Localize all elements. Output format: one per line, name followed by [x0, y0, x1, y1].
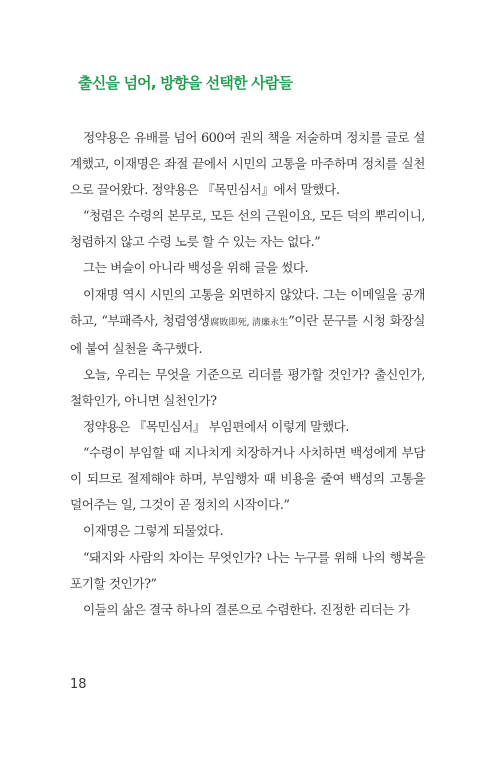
paragraph: 이들의 삶은 결국 하나의 결론으로 수렴한다. 진정한 리더는 가 — [83, 601, 410, 617]
paragraph-with-hanja: 이재명 역시 시민의 고통을 외면하지 않았다. 그는 이메일을 공개하고, “부패즉사, 청렴영생腐敗即死, 淸廉永生”이란 문구를 시청 화장실에 붙여 실천을 촉구했다. — [70, 286, 425, 356]
paragraph: 이재명은 그렇게 되물었다. — [83, 523, 224, 539]
paragraph: 그는 벼슬이 아니라 백성을 위해 글을 썼다. — [83, 260, 309, 276]
section-title: 출신을 넘어, 방향을 선택한 사람들 — [78, 74, 293, 92]
paragraph: 오늘, 우리는 무엇을 기준으로 리더를 평가할 것인가? 출신인가, 철학인가, 아니면 실천인가? — [70, 366, 425, 408]
page-number: 18 — [70, 677, 87, 692]
body-text — [70, 125, 425, 623]
paragraph-part: 이재명 역시 시민의 고통을 외면하지 않았다. 그는 이메일을 공개하고, “부패즉사, 청렴영생 — [70, 286, 425, 328]
paragraph: “수령이 부임할 때 지나치게 치장하거나 사치하면 백성에게 부담이 되므로 절제해야 하며, 부임행차 때 비용을 줄여 백성의 고통을 덜어주는 일, 그것이 곧 정치의 시작이다.” — [70, 445, 425, 513]
paragraph: 정약용은 유배를 넘어 600여 권의 책을 저술하며 정치를 글로 설계했고, 이재명은 좌절 끝에서 시민의 고통을 마주하며 정치를 실천으로 끌어왔다. 정약용은 『목민심서』에서 말했다. — [70, 130, 425, 198]
paragraph: 정약용은 『목민심서』 부임편에서 이렇게 말했다. — [83, 419, 349, 435]
hanja-annotation: 腐敗即死, 淸廉永生 — [209, 317, 289, 328]
paragraph: “돼지와 사람의 차이는 무엇인가? 나는 누구를 위해 나의 행복을 포기할 것인가?” — [70, 549, 425, 591]
paragraph-part: 이란 문구를 시청 화장실에 붙여 실천을 촉구했다. — [70, 312, 425, 356]
paragraph: “청렴은 수령의 본무로, 모든 선의 근원이요, 모든 덕의 뿌리이니, 청렴하지 않고 수령 노릇 할 수 있는 자는 없다.” — [70, 208, 425, 250]
